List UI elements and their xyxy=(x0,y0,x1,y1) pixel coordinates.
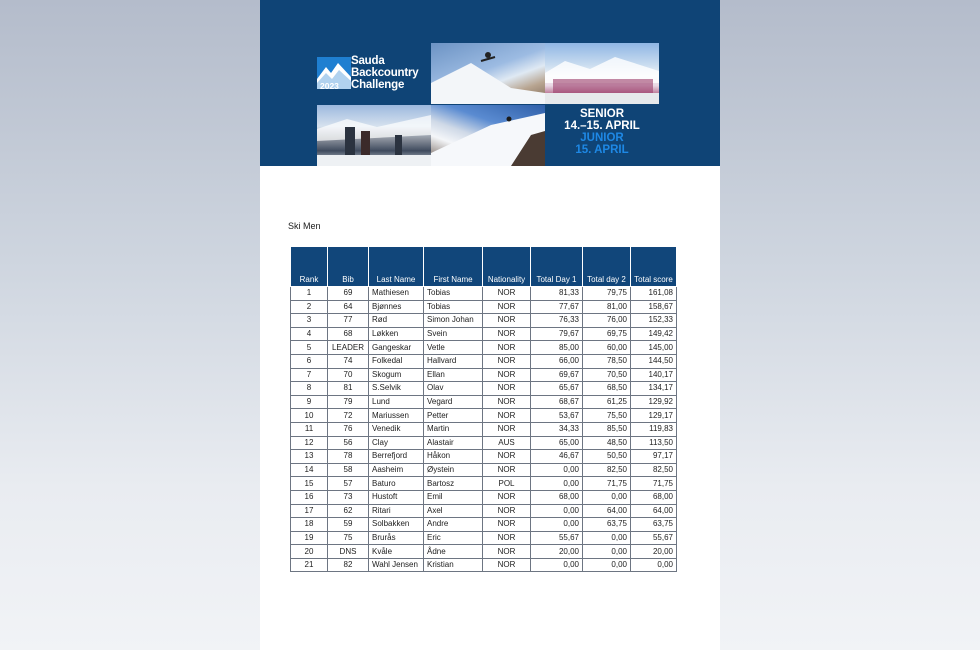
header-bib: Bib xyxy=(328,247,369,287)
first-name-cell: Tobias xyxy=(424,300,483,314)
total-day-1-cell: 69,67 xyxy=(531,368,583,382)
first-name-cell: Øystein xyxy=(424,463,483,477)
rank-cell: 3 xyxy=(291,314,328,328)
rank-cell: 8 xyxy=(291,382,328,396)
total-score-cell: 145,00 xyxy=(631,341,677,355)
total-score-cell: 82,50 xyxy=(631,463,677,477)
total-day-1-cell: 68,00 xyxy=(531,490,583,504)
total-day-1-cell: 0,00 xyxy=(531,463,583,477)
total-day-2-cell: 75,50 xyxy=(583,409,631,423)
rank-cell: 7 xyxy=(291,368,328,382)
bib-cell: 56 xyxy=(328,436,369,450)
skiers-group-icon xyxy=(317,105,431,166)
logo-year: 2023 xyxy=(320,81,339,91)
rank-cell: 1 xyxy=(291,287,328,301)
total-day-1-cell: 53,67 xyxy=(531,409,583,423)
skier-descent-icon xyxy=(431,105,545,166)
bib-cell: 79 xyxy=(328,395,369,409)
table-row xyxy=(291,545,677,559)
last-name-cell: Brurås xyxy=(369,531,424,545)
bib-cell: 59 xyxy=(328,518,369,532)
total-day-1-cell: 65,67 xyxy=(531,382,583,396)
total-day-2-cell: 69,75 xyxy=(583,327,631,341)
bib-cell: DNS xyxy=(328,545,369,559)
bib-cell: 70 xyxy=(328,368,369,382)
bib-cell: 73 xyxy=(328,490,369,504)
table-row xyxy=(291,490,677,504)
table-row xyxy=(291,436,677,450)
first-name-cell: Ådne xyxy=(424,545,483,559)
senior-dates: 14.–15. APRIL xyxy=(564,120,640,132)
nationality-cell: NOR xyxy=(483,490,531,504)
total-score-cell: 129,92 xyxy=(631,395,677,409)
rank-cell: 21 xyxy=(291,558,328,572)
total-day-2-cell: 0,00 xyxy=(583,531,631,545)
rank-cell: 20 xyxy=(291,545,328,559)
total-day-1-cell: 85,00 xyxy=(531,341,583,355)
last-name-cell: Mathiesen xyxy=(369,287,424,301)
first-name-cell: Simon Johan xyxy=(424,314,483,328)
table-row xyxy=(291,504,677,518)
photo-ski-descent xyxy=(431,105,545,166)
total-day-2-cell: 82,50 xyxy=(583,463,631,477)
total-day-1-cell: 34,33 xyxy=(531,422,583,436)
bib-cell: 81 xyxy=(328,382,369,396)
nationality-cell: NOR xyxy=(483,287,531,301)
total-score-cell: 152,33 xyxy=(631,314,677,328)
total-day-1-cell: 81,33 xyxy=(531,287,583,301)
bib-cell: LEADER xyxy=(328,341,369,355)
photo-ski-jump xyxy=(431,43,545,104)
total-day-2-cell: 48,50 xyxy=(583,436,631,450)
nationality-cell: NOR xyxy=(483,300,531,314)
total-score-cell: 140,17 xyxy=(631,368,677,382)
total-day-1-cell: 0,00 xyxy=(531,504,583,518)
total-day-2-cell: 0,00 xyxy=(583,490,631,504)
total-score-cell: 20,00 xyxy=(631,545,677,559)
nationality-cell: NOR xyxy=(483,450,531,464)
total-score-cell: 149,42 xyxy=(631,327,677,341)
table-row xyxy=(291,300,677,314)
first-name-cell: Andre xyxy=(424,518,483,532)
total-score-cell: 129,17 xyxy=(631,409,677,423)
first-name-cell: Ellan xyxy=(424,368,483,382)
total-day-2-cell: 85,50 xyxy=(583,422,631,436)
header-first-name: First Name xyxy=(424,247,483,287)
logo-line-1: Sauda xyxy=(351,55,385,67)
nationality-cell: AUS xyxy=(483,436,531,450)
first-name-cell: Håkon xyxy=(424,450,483,464)
table-row xyxy=(291,531,677,545)
nationality-cell: NOR xyxy=(483,354,531,368)
total-day-1-cell: 46,67 xyxy=(531,450,583,464)
nationality-cell: NOR xyxy=(483,341,531,355)
first-name-cell: Vetle xyxy=(424,341,483,355)
header-total-day-1: Total Day 1 xyxy=(531,247,583,287)
nationality-cell: NOR xyxy=(483,531,531,545)
last-name-cell: Folkedal xyxy=(369,354,424,368)
header-nationality: Nationality xyxy=(483,247,531,287)
last-name-cell: Gangeskar xyxy=(369,341,424,355)
first-name-cell: Axel xyxy=(424,504,483,518)
total-day-2-cell: 61,25 xyxy=(583,395,631,409)
rank-cell: 18 xyxy=(291,518,328,532)
last-name-cell: Løkken xyxy=(369,327,424,341)
nationality-cell: NOR xyxy=(483,422,531,436)
first-name-cell: Kristian xyxy=(424,558,483,572)
table-row xyxy=(291,450,677,464)
table-row xyxy=(291,409,677,423)
total-day-2-cell: 78,50 xyxy=(583,354,631,368)
bib-cell: 62 xyxy=(328,504,369,518)
total-score-cell: 134,17 xyxy=(631,382,677,396)
total-day-1-cell: 55,67 xyxy=(531,531,583,545)
junior-label: JUNIOR xyxy=(580,132,624,144)
bib-cell: 57 xyxy=(328,477,369,491)
rank-cell: 5 xyxy=(291,341,328,355)
total-day-1-cell: 20,00 xyxy=(531,545,583,559)
table-row xyxy=(291,518,677,532)
bib-cell: 82 xyxy=(328,558,369,572)
event-banner xyxy=(260,0,720,166)
rank-cell: 14 xyxy=(291,463,328,477)
total-day-2-cell: 0,00 xyxy=(583,545,631,559)
last-name-cell: Aasheim xyxy=(369,463,424,477)
rank-cell: 10 xyxy=(291,409,328,423)
group-people-icon xyxy=(545,43,659,104)
total-day-2-cell: 79,75 xyxy=(583,287,631,301)
header-last-name: Last Name xyxy=(369,247,424,287)
total-score-cell: 71,75 xyxy=(631,477,677,491)
table-row xyxy=(291,422,677,436)
last-name-cell: Wahl Jensen xyxy=(369,558,424,572)
total-day-1-cell: 76,33 xyxy=(531,314,583,328)
table-row xyxy=(291,314,677,328)
last-name-cell: Mariussen xyxy=(369,409,424,423)
bib-cell: 68 xyxy=(328,327,369,341)
table-row xyxy=(291,395,677,409)
results-table xyxy=(290,246,677,572)
bib-cell: 58 xyxy=(328,463,369,477)
total-score-cell: 68,00 xyxy=(631,490,677,504)
total-score-cell: 64,00 xyxy=(631,504,677,518)
nationality-cell: NOR xyxy=(483,382,531,396)
nationality-cell: NOR xyxy=(483,327,531,341)
total-score-cell: 158,67 xyxy=(631,300,677,314)
results-table-body xyxy=(291,287,677,572)
table-row xyxy=(291,341,677,355)
last-name-cell: Clay xyxy=(369,436,424,450)
rank-cell: 16 xyxy=(291,490,328,504)
nationality-cell: NOR xyxy=(483,545,531,559)
first-name-cell: Bartosz xyxy=(424,477,483,491)
total-score-cell: 63,75 xyxy=(631,518,677,532)
last-name-cell: Kvåle xyxy=(369,545,424,559)
total-day-2-cell: 64,00 xyxy=(583,504,631,518)
event-logo xyxy=(317,55,427,97)
bib-cell: 64 xyxy=(328,300,369,314)
table-header-row xyxy=(291,247,677,287)
first-name-cell: Tobias xyxy=(424,287,483,301)
total-score-cell: 119,83 xyxy=(631,422,677,436)
total-score-cell: 97,17 xyxy=(631,450,677,464)
last-name-cell: Skogum xyxy=(369,368,424,382)
total-day-2-cell: 50,50 xyxy=(583,450,631,464)
first-name-cell: Vegard xyxy=(424,395,483,409)
last-name-cell: Solbakken xyxy=(369,518,424,532)
rank-cell: 11 xyxy=(291,422,328,436)
bib-cell: 72 xyxy=(328,409,369,423)
total-day-2-cell: 70,50 xyxy=(583,368,631,382)
total-day-2-cell: 71,75 xyxy=(583,477,631,491)
total-day-1-cell: 68,67 xyxy=(531,395,583,409)
rank-cell: 17 xyxy=(291,504,328,518)
total-score-cell: 113,50 xyxy=(631,436,677,450)
bib-cell: 74 xyxy=(328,354,369,368)
rank-cell: 4 xyxy=(291,327,328,341)
total-day-1-cell: 0,00 xyxy=(531,518,583,532)
total-day-1-cell: 0,00 xyxy=(531,558,583,572)
senior-label: SENIOR xyxy=(579,108,625,120)
first-name-cell: Eric xyxy=(424,531,483,545)
first-name-cell: Martin xyxy=(424,422,483,436)
last-name-cell: Lund xyxy=(369,395,424,409)
nationality-cell: NOR xyxy=(483,368,531,382)
bib-cell: 75 xyxy=(328,531,369,545)
last-name-cell: Venedik xyxy=(369,422,424,436)
last-name-cell: Baturo xyxy=(369,477,424,491)
bib-cell: 77 xyxy=(328,314,369,328)
total-day-1-cell: 65,00 xyxy=(531,436,583,450)
last-name-cell: Ritari xyxy=(369,504,424,518)
first-name-cell: Petter xyxy=(424,409,483,423)
header-total-score: Total score xyxy=(631,247,677,287)
photo-skiers xyxy=(317,105,431,166)
bib-cell: 78 xyxy=(328,450,369,464)
table-row xyxy=(291,477,677,491)
total-score-cell: 161,08 xyxy=(631,287,677,301)
junior-dates: 15. APRIL xyxy=(575,144,629,156)
total-score-cell: 0,00 xyxy=(631,558,677,572)
rank-cell: 12 xyxy=(291,436,328,450)
nationality-cell: NOR xyxy=(483,463,531,477)
nationality-cell: NOR xyxy=(483,518,531,532)
logo-line-3: Challenge xyxy=(351,79,405,91)
table-row xyxy=(291,368,677,382)
rank-cell: 2 xyxy=(291,300,328,314)
rank-cell: 6 xyxy=(291,354,328,368)
total-day-1-cell: 79,67 xyxy=(531,327,583,341)
nationality-cell: POL xyxy=(483,477,531,491)
total-day-2-cell: 0,00 xyxy=(583,558,631,572)
logo-wordmark xyxy=(351,55,418,91)
total-day-2-cell: 68,50 xyxy=(583,382,631,396)
total-day-2-cell: 63,75 xyxy=(583,518,631,532)
table-row xyxy=(291,558,677,572)
last-name-cell: Berrefjord xyxy=(369,450,424,464)
total-day-1-cell: 66,00 xyxy=(531,354,583,368)
category-caption: Ski Men xyxy=(288,221,321,231)
rank-cell: 19 xyxy=(291,531,328,545)
bib-cell: 69 xyxy=(328,287,369,301)
table-row xyxy=(291,287,677,301)
total-day-1-cell: 77,67 xyxy=(531,300,583,314)
total-score-cell: 55,67 xyxy=(631,531,677,545)
total-day-1-cell: 0,00 xyxy=(531,477,583,491)
document-page xyxy=(260,0,720,650)
photo-group xyxy=(545,43,659,104)
first-name-cell: Olav xyxy=(424,382,483,396)
table-row xyxy=(291,327,677,341)
first-name-cell: Svein xyxy=(424,327,483,341)
nationality-cell: NOR xyxy=(483,409,531,423)
last-name-cell: Hustoft xyxy=(369,490,424,504)
bib-cell: 76 xyxy=(328,422,369,436)
header-rank: Rank xyxy=(291,247,328,287)
first-name-cell: Alastair xyxy=(424,436,483,450)
total-score-cell: 144,50 xyxy=(631,354,677,368)
last-name-cell: Bjønnes xyxy=(369,300,424,314)
first-name-cell: Hallvard xyxy=(424,354,483,368)
nationality-cell: NOR xyxy=(483,314,531,328)
rank-cell: 9 xyxy=(291,395,328,409)
total-day-2-cell: 81,00 xyxy=(583,300,631,314)
table-row xyxy=(291,382,677,396)
skier-jump-icon xyxy=(431,43,545,104)
nationality-cell: NOR xyxy=(483,558,531,572)
last-name-cell: S.Selvik xyxy=(369,382,424,396)
nationality-cell: NOR xyxy=(483,395,531,409)
nationality-cell: NOR xyxy=(483,504,531,518)
total-day-2-cell: 60,00 xyxy=(583,341,631,355)
total-day-2-cell: 76,00 xyxy=(583,314,631,328)
rank-cell: 13 xyxy=(291,450,328,464)
header-total-day-2: Total day 2 xyxy=(583,247,631,287)
logo-line-2: Backcountry xyxy=(351,67,419,79)
rank-cell: 15 xyxy=(291,477,328,491)
table-row xyxy=(291,463,677,477)
first-name-cell: Emil xyxy=(424,490,483,504)
table-row xyxy=(291,354,677,368)
last-name-cell: Rød xyxy=(369,314,424,328)
event-dates xyxy=(545,108,659,156)
